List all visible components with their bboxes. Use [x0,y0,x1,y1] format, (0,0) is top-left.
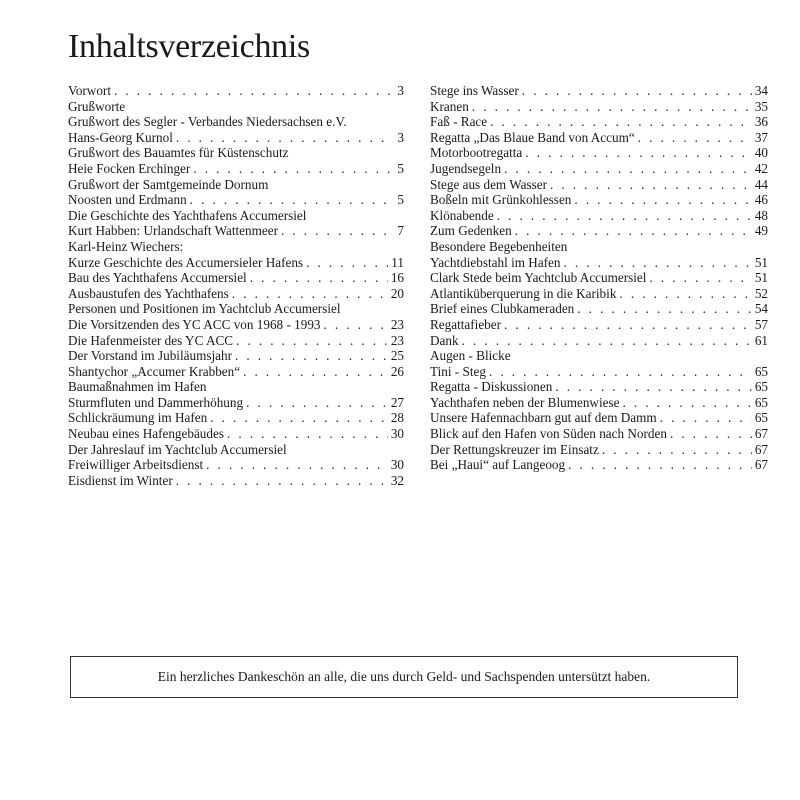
toc-entry [430,145,768,161]
dot-leader [176,130,391,146]
dot-leader [564,255,752,271]
toc-entry [68,161,404,177]
toc-entry [430,255,768,271]
toc-section-heading: Grußworte [68,98,126,114]
dot-leader [490,114,752,130]
toc-page-number: 40 [754,145,768,161]
dot-leader [622,395,751,411]
thank-you-box [70,656,738,698]
toc-entry-title: Yachthafen neben der Blumenwiese [430,394,620,410]
toc-entry [68,83,404,99]
dot-leader [306,255,388,271]
toc-entry-title: Kurt Habben: Urlandschaft Wattenmeer [68,223,278,239]
toc-page-number: 49 [754,223,768,239]
toc-page-number: 67 [754,441,768,457]
toc-entry [430,130,768,146]
toc-entry-title: Atlantiküberquerung in die Karibik [430,285,617,301]
toc-entry [430,379,768,395]
toc-page-number: 54 [754,301,768,317]
toc-section-heading: Grußwort des Segler - Verbandes Niedersachsen e.V. [68,114,347,130]
toc-page-number: 67 [754,457,768,473]
dot-leader [206,457,388,473]
toc-entry-title: Sturmfluten und Dammerhöhung [68,394,244,410]
toc-page-number: 23 [390,332,404,348]
dot-leader [577,301,752,317]
toc-entry [430,192,768,208]
toc-entry-title: Ausbaustufen des Yachthafens [68,285,229,301]
dot-leader [472,99,752,115]
toc-entry-title: Bau des Yachthafens Accumersiel [68,270,247,286]
toc-page-number: 28 [390,410,404,426]
toc-entry [430,270,768,286]
toc-entry-title: Yachtdiebstahl im Hafen [430,254,561,270]
toc-entry [430,223,768,239]
toc-entry [430,364,768,380]
toc-entry [430,177,768,193]
toc-page-number: 30 [390,457,404,473]
dot-leader [210,410,388,426]
toc-section-heading: Die Geschichte des Yachthafens Accumersiel [68,207,307,223]
dot-leader [649,270,751,286]
toc-entry [430,317,768,333]
dot-leader [250,270,388,286]
toc-entry-title: Blick auf den Hafen von Süden nach Norden [430,426,667,442]
toc-entry [68,286,404,302]
toc-entry [430,457,768,473]
toc-entry-title: Heie Focken Erchinger [68,160,191,176]
toc-right-column [430,83,768,473]
page-title: Inhaltsverzeichnis [68,28,310,65]
toc-entry [68,410,404,426]
toc-entry [430,286,768,302]
toc-page-number: 3 [397,83,404,98]
toc-entry [68,348,404,364]
dot-leader [550,177,752,193]
toc-page-number: 65 [754,379,768,395]
dot-leader [504,161,752,177]
toc-entry-title: Dank [430,332,459,348]
toc-entry-title: Jugendsegeln [430,160,502,176]
toc-section-heading: Karl-Heinz Wiechers: [68,238,184,254]
toc-entry-title: Clark Stede beim Yachtclub Accumersiel [430,270,647,286]
toc-page-number: 34 [754,83,768,98]
toc-page-number: 3 [397,129,404,145]
dot-leader [243,364,388,380]
toc-page-number: 52 [754,285,768,301]
toc-entry [430,208,768,224]
toc-entry [68,473,404,489]
toc-entry [68,457,404,473]
toc-entry-title: Die Hafenmeister des YC ACC [68,332,234,348]
toc-entry-title: Der Vorstand im Jubiläumsjahr [68,348,232,364]
toc-page-number: 16 [390,270,404,286]
toc-entry-title: Boßeln mit Grünkohlessen [430,192,572,208]
toc-entry-title: Noosten und Erdmann [68,192,187,208]
toc-entry-title: Regattafieber [430,316,502,332]
toc-entry [430,333,768,349]
dot-leader [114,83,391,99]
toc-entry [430,161,768,177]
toc-entry-title: Neubau eines Hafengebäudes [68,426,224,442]
dot-leader [525,145,752,161]
toc-entry-title: Die Vorsitzenden des YC ACC von 1968 - 1993 [68,316,321,332]
toc-section-heading: Der Jahreslauf im Yachtclub Accumersiel [68,441,287,457]
toc-page-number: 26 [390,363,404,379]
toc-entry-title: Der Rettungskreuzer im Einsatz [430,441,599,457]
toc-page-number: 57 [754,316,768,332]
toc-entry [430,114,768,130]
toc-entry [68,317,404,333]
toc-entry-title: Bei „Haui“ auf Langeoog [430,457,566,473]
toc-page-number: 37 [754,129,768,145]
dot-leader [568,457,752,473]
toc-entry [430,83,768,99]
toc-entry-title: Klönabende [430,207,494,223]
dot-leader [193,161,391,177]
toc-entry-title: Unsere Hafennachbarn gut auf dem Damm [430,410,657,426]
toc-page-number: 51 [754,270,768,286]
dot-leader [232,286,388,302]
toc-entry [68,270,404,286]
toc-entry [68,395,404,411]
toc-page-number: 44 [754,176,768,192]
toc-entry-title: Kranen [430,98,469,114]
toc-page-number: 35 [754,98,768,114]
dot-leader [489,364,752,380]
toc-page-number: 46 [754,192,768,208]
toc-left-column [68,83,404,488]
dot-leader [227,426,388,442]
toc-page-number: 11 [391,254,404,270]
toc-entry [68,223,404,239]
toc-entry-title: Tini - Steg [430,363,486,379]
toc-entry-title: Hans-Georg Kurnol [68,129,173,145]
toc-page-number: 20 [390,285,404,301]
toc-page-number: 25 [390,348,404,364]
toc-section-heading: Grußwort der Samtgemeinde Dornum [68,176,269,192]
dot-leader [246,395,388,411]
toc-entry-title: Zum Gedenken [430,223,512,239]
toc-entry-title: Shantychor „Accumer Krabben“ [68,363,241,379]
toc-entry [430,410,768,426]
toc-entry-title: Freiwilliger Arbeitsdienst [68,457,204,473]
dot-leader [324,317,388,333]
toc-page-number: 65 [754,410,768,426]
toc-page-number: 65 [754,363,768,379]
dot-leader [190,192,391,208]
dot-leader [555,379,751,395]
toc-entry-title: Kurze Geschichte des Accumersieler Hafens [68,254,304,270]
toc-entry-title: Regatta „Das Blaue Band von Accum“ [430,129,635,145]
toc-section-heading: Grußwort des Bauamtes für Küstenschutz [68,145,289,161]
toc-entry-title: Brief eines Clubkameraden [430,301,575,317]
thank-you-text: Ein herzliches Dankeschön an alle, die uns durch Geld- und Sachspenden untersützt haben. [157,669,651,684]
toc-page-number: 27 [390,394,404,410]
toc-page-number: 65 [754,394,768,410]
toc-section-heading: Augen - Blicke [430,348,511,364]
dot-leader [619,286,751,302]
toc-page-number: 5 [397,160,404,176]
toc-entry [430,99,768,115]
dot-leader [515,223,752,239]
toc-entry [430,301,768,317]
dot-leader [522,83,752,99]
toc-entry [68,255,404,271]
toc-page-number: 51 [754,254,768,270]
toc-entry [430,426,768,442]
toc-entry-title: Stege ins Wasser [430,83,519,98]
toc-entry [68,364,404,380]
toc-entry-title: Faß - Race [430,114,488,130]
toc-page-number: 7 [397,223,404,239]
toc-page-number: 30 [390,426,404,442]
toc-entry-title: Vorwort [68,83,111,98]
toc-entry-title: Motorbootregatta [430,145,523,161]
toc-entry [430,442,768,458]
dot-leader [574,192,751,208]
toc-page-number: 36 [754,114,768,130]
toc-entry-title: Eisdienst im Winter [68,472,173,488]
toc-entry [68,192,404,208]
dot-leader [281,223,391,239]
toc-entry-title: Stege aus dem Wasser [430,176,547,192]
dot-leader [638,130,752,146]
toc-page-number: 5 [397,192,404,208]
dot-leader [176,473,388,489]
toc-entry [68,333,404,349]
toc-section-heading: Besondere Begebenheiten [430,238,568,254]
dot-leader [670,426,752,442]
dot-leader [462,333,752,349]
toc-entry [430,395,768,411]
toc-section-heading: Personen und Positionen im Yachtclub Accumersiel [68,301,341,317]
dot-leader [235,348,388,364]
toc-page-number: 67 [754,426,768,442]
toc-entry-title: Regatta - Diskussionen [430,379,553,395]
toc-page-number: 61 [754,332,768,348]
dot-leader [504,317,752,333]
toc-entry [68,130,404,146]
toc-section-heading: Baumaßnahmen im Hafen [68,379,207,395]
dot-leader [497,208,752,224]
toc-entry [68,426,404,442]
dot-leader [660,410,752,426]
toc-page-number: 48 [754,207,768,223]
toc-page-number: 23 [390,316,404,332]
toc-entry-title: Schlickräumung im Hafen [68,410,208,426]
dot-leader [602,442,752,458]
toc-page-number: 32 [390,472,404,488]
toc-page-number: 42 [754,160,768,176]
dot-leader [236,333,388,349]
